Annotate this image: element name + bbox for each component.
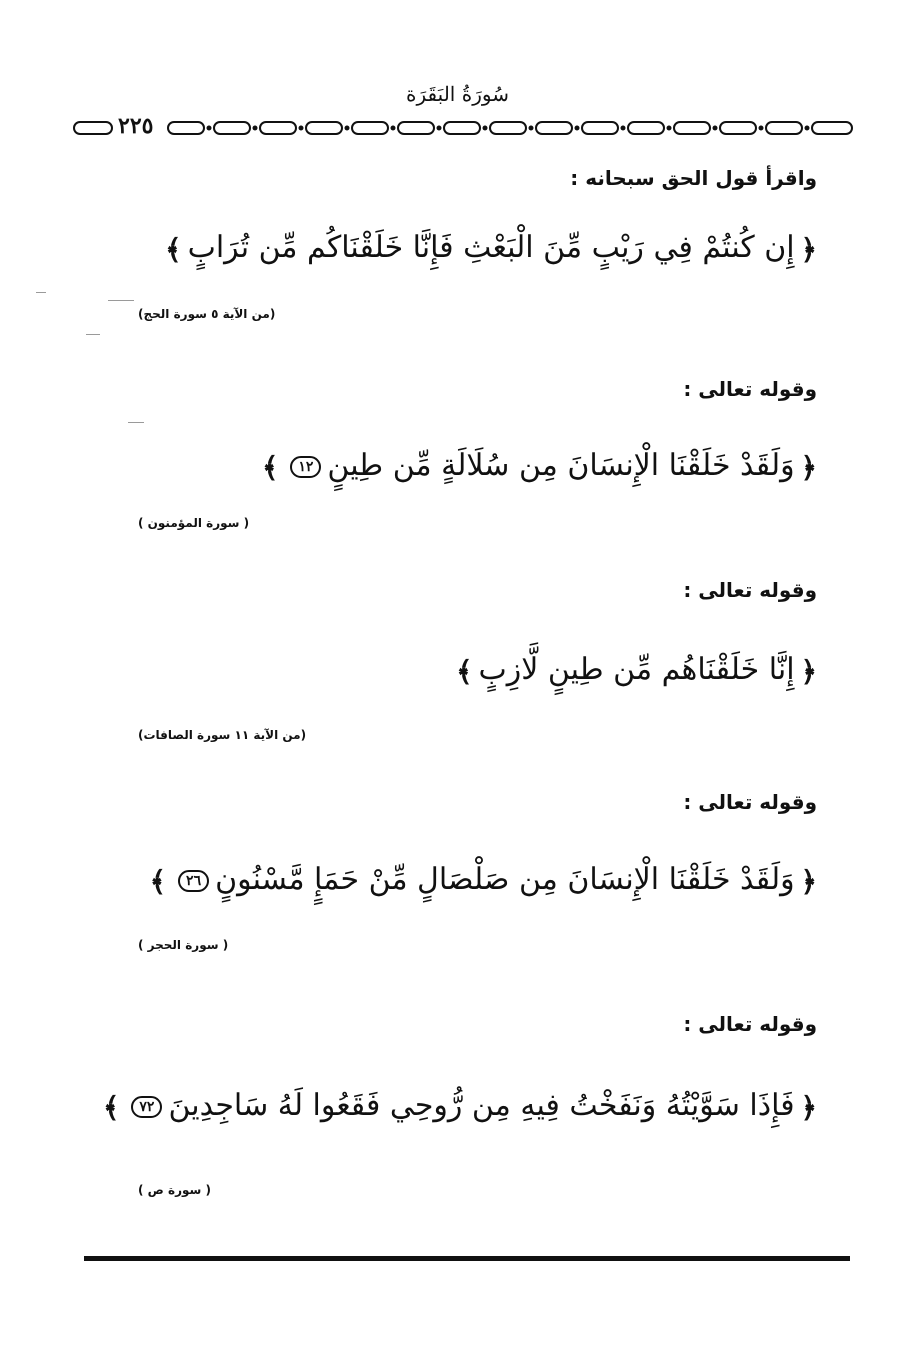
ornate-close-bracket: ﴾ [456, 654, 473, 688]
page-number: ٢٢٥ [114, 113, 157, 139]
verse-text: إِن كُنتُمْ فِي رَيْبٍ مِّنَ الْبَعْثِ فَإِنَّا خَلَقْنَاكُم مِّن تُرَابٍ [187, 230, 795, 265]
intro-line-1: واقرأ قول الحق سبحانه : [570, 166, 817, 190]
verse-text: فَإِذَا سَوَّيْتُهُ وَنَفَخْتُ فِيهِ مِن رُّوحِي فَقَعُوا لَهُ سَاجِدِينَ [168, 1088, 795, 1123]
ornate-open-bracket: ﴿ [800, 864, 817, 898]
ornate-open-bracket: ﴿ [800, 654, 817, 688]
scan-margin-mark [86, 334, 100, 335]
ornate-close-bracket: ﴾ [149, 864, 167, 898]
scan-margin-mark [108, 300, 134, 301]
ornate-close-bracket: ﴾ [165, 232, 182, 266]
intro-line-3: وقوله تعالى : [683, 578, 817, 602]
ornate-open-bracket: ﴿ [800, 232, 817, 266]
verse-reference-5: ( سورة ص ) [138, 1183, 211, 1197]
intro-line-5: وقوله تعالى : [683, 1012, 817, 1036]
quran-verse-2 [256, 448, 823, 484]
quran-verse-3 [450, 652, 823, 688]
verse-text: وَلَقَدْ خَلَقْنَا الْإِنسَانَ مِن سُلَالَةٍ مِّن طِينٍ [327, 448, 795, 483]
quran-verse-1 [159, 230, 823, 266]
ayah-number-marker: ٧٢ [131, 1096, 162, 1118]
verse-text: وَلَقَدْ خَلَقْنَا الْإِنسَانَ مِن صَلْصَالٍ مِّنْ حَمَإٍ مَّسْنُونٍ [215, 862, 795, 897]
intro-line-4: وقوله تعالى : [683, 790, 817, 814]
bottom-rule [84, 1256, 850, 1261]
quran-verse-5 [97, 1088, 823, 1124]
scan-margin-mark [128, 422, 144, 423]
ornate-open-bracket: ﴿ [800, 1090, 817, 1124]
verse-reference-4: ( سورة الحجر ) [138, 938, 229, 952]
verse-text: إِنَّا خَلَقْنَاهُم مِّن طِينٍ لَّازِبٍ [478, 652, 795, 687]
ayah-number-marker: ١٢ [290, 456, 321, 478]
intro-line-2: وقوله تعالى : [683, 377, 817, 401]
verse-reference-1: (من الآية ٥ سورة الحج) [138, 307, 276, 321]
surah-title-header: سُورَةُ البَقَرَة [406, 82, 509, 106]
ornate-close-bracket: ﴾ [261, 450, 279, 484]
verse-reference-3: (من الآية ١١ سورة الصافات) [138, 728, 307, 742]
ornate-close-bracket: ﴾ [103, 1090, 120, 1124]
quran-verse-4 [144, 862, 823, 898]
ayah-number-marker: ٢٦ [178, 870, 209, 892]
scan-margin-mark [36, 292, 46, 293]
decorative-border-band [70, 117, 860, 139]
ornate-open-bracket: ﴿ [800, 450, 817, 484]
verse-reference-2: ( سورة المؤمنون ) [138, 516, 250, 530]
